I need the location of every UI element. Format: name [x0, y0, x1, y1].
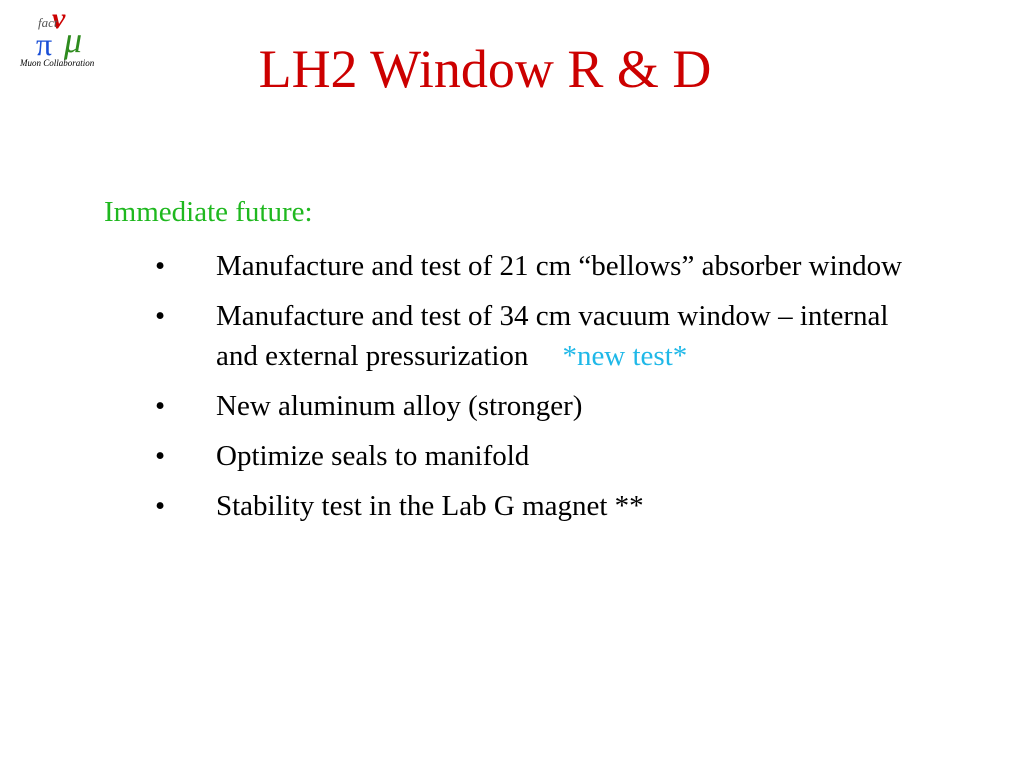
new-test-note: *new test* — [562, 340, 688, 372]
list-item-text: New aluminum alloy (stronger) — [216, 390, 583, 422]
logo-nu-glyph: ν — [52, 2, 66, 35]
section-heading: Immediate future: — [104, 196, 313, 228]
bullet-marker: • — [155, 300, 166, 332]
list-item-text: Manufacture and test of 21 cm “bellows” absorber window — [216, 250, 903, 282]
logo-mu-glyph: μ — [64, 20, 83, 60]
list-item-text: Optimize seals to manifold — [216, 440, 530, 472]
list-item — [155, 436, 915, 476]
bullet-marker: • — [155, 390, 166, 422]
list-item-text: Stability test in the Lab G magnet ** — [216, 490, 644, 522]
logo-caption: Muon Collaboration — [20, 58, 95, 68]
bullet-marker: • — [155, 490, 166, 522]
bullet-marker: • — [155, 440, 166, 472]
list-item — [155, 386, 915, 426]
logo-pi-glyph: π — [36, 26, 53, 62]
bullet-list — [155, 246, 915, 536]
list-item — [155, 296, 915, 376]
list-item — [155, 486, 915, 526]
logo-fact-text: fact — [38, 15, 58, 30]
list-item — [155, 246, 915, 286]
list-item-text: Manufacture and test of 34 cm vacuum window – internal and external pressurization — [216, 300, 889, 372]
bullet-marker: • — [155, 250, 166, 282]
slide-title: LH2 Window R & D — [258, 39, 712, 99]
